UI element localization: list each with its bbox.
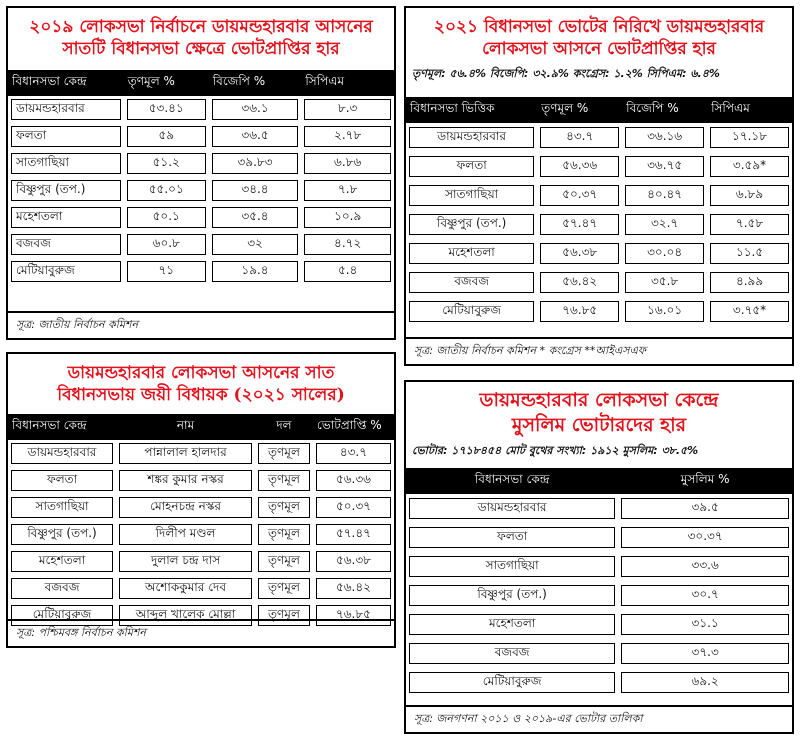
header-cell: বিধানসভা ভিত্তিক	[406, 97, 537, 123]
table-row	[406, 610, 792, 639]
table-2019-lok-sabha	[6, 6, 396, 340]
table-cell: ৫.৪	[304, 261, 391, 282]
table-cell: বিষ্ণুপুর (তপ.)	[11, 180, 121, 201]
table-row	[8, 177, 394, 204]
header-cell: ভোটপ্রাপ্তি %	[313, 414, 394, 440]
header-cell: বিধানসভা কেন্দ্র	[8, 70, 124, 96]
results-table	[406, 97, 792, 326]
table-cell: ১৯.৪	[212, 261, 299, 282]
table-cell: ৫৬.৩৬	[540, 156, 619, 177]
table-cell: ৩.৫৯*	[710, 156, 789, 177]
voter-summary: ভোটার: ১৭১৮৪৫৪ মোট বুথের সংখ্যা: ১৯১২ মুসলিম: ৩৮.৫%	[412, 444, 699, 458]
table-cell: ৩৬.১৬	[625, 127, 704, 148]
header-cell: মুসলিম %	[618, 468, 792, 494]
table-cell: ৪০.৪৭	[625, 185, 704, 206]
table-cell: তৃণমূল	[258, 524, 310, 545]
table-cell: ডায়মন্ডহারবার	[409, 498, 615, 519]
table-row	[406, 668, 792, 697]
table-cell: দিলীপ মণ্ডল	[119, 524, 252, 545]
table-row	[8, 548, 394, 575]
table-cell: তৃণমূল	[258, 443, 310, 464]
table-row	[8, 467, 394, 494]
table-cell: ২.৭৮	[304, 126, 391, 147]
table-winning-mlas	[6, 352, 396, 648]
table-cell: ৩০.৩৭	[621, 527, 789, 548]
table-2021-assembly	[404, 6, 794, 366]
table-cell: ৭.৫৮	[710, 214, 789, 235]
header-cell: নাম	[116, 414, 255, 440]
table-cell: ৩০.০৪	[625, 243, 704, 264]
table-cell: সাতগাছিয়া	[11, 153, 121, 174]
results-table	[406, 468, 792, 697]
table-row	[406, 181, 792, 210]
header-row	[406, 97, 792, 123]
table-cell: ৩২.৭	[625, 214, 704, 235]
table-row	[406, 123, 792, 152]
table-row	[8, 521, 394, 548]
vote-share-summary: তৃণমূল: ৫৬.৪% বিজেপি: ৩২.৯% কংগ্রেস: ১.২% সিপিএম: ৬.৪%	[412, 67, 720, 81]
table-cell: সাতগাছিয়া	[409, 556, 615, 577]
table-cell: তৃণমূল	[258, 605, 310, 626]
table-cell: মহেশতলা	[409, 243, 534, 264]
table-row	[8, 150, 394, 177]
source-note: সূত্র: জাতীয় নির্বাচন কমিশন * কংগ্রেস **আইএসএফ	[406, 337, 792, 364]
table-cell: ৬৯.২	[621, 672, 789, 693]
table-row	[8, 96, 394, 123]
table-cell: ৫০.৩৭	[316, 497, 391, 518]
table-cell: ডায়মন্ডহারবার	[11, 443, 113, 464]
table-cell: ৬.৮৬	[304, 153, 391, 174]
table-title: ২০২১ বিধানসভা ভোটের নিরিখে ডায়মন্ডহারবার লোকসভা আসনে ভোটপ্রাপ্তির হার	[433, 17, 765, 60]
header-cell: তৃণমূল %	[124, 70, 209, 96]
table-title: ২০১৯ লোকসভা নির্বাচনে ডায়মন্ডহারবার আসনের সাতটি বিধানসভা ক্ষেত্রে ভোটপ্রাপ্তির হার	[29, 17, 373, 60]
table-row	[406, 552, 792, 581]
table-cell: ৫৭.৪৭	[540, 214, 619, 235]
table-cell: মোহনচন্দ্র নস্কর	[119, 497, 252, 518]
table-row	[406, 581, 792, 610]
table-cell: সাতগাছিয়া	[11, 497, 113, 518]
table-cell: ৫৫.০১	[127, 180, 206, 201]
header-cell: সিপিএম	[707, 97, 792, 123]
table-cell: ৪.৭২	[304, 234, 391, 255]
table-cell: ৪৩.৭	[540, 127, 619, 148]
table-cell: মহেশতলা	[11, 551, 113, 572]
table-cell: মেটিয়াবুরুজ	[11, 605, 113, 626]
table-row	[8, 123, 394, 150]
table-cell: বিষ্ণুপুর (তপ.)	[409, 214, 534, 235]
table-row	[8, 204, 394, 231]
table-cell: ৩২	[212, 234, 299, 255]
table-cell: ৩৫.৪	[212, 207, 299, 228]
table-cell: ৩৯.৮৩	[212, 153, 299, 174]
table-cell: ৫৬.৪২	[540, 272, 619, 293]
header-row	[406, 468, 792, 494]
table-cell: ৫৬.৩৮	[316, 551, 391, 572]
source-note: সূত্র: পশ্চিমবঙ্গ নির্বাচন কমিশন	[8, 619, 394, 646]
table-row	[8, 440, 394, 467]
table-cell: ৫০.৩৭	[540, 185, 619, 206]
table-cell: মেটিয়াবুরুজ	[409, 301, 534, 322]
table-cell: বজবজ	[11, 578, 113, 599]
source-note: সূত্র: জাতীয় নির্বাচন কমিশন	[8, 311, 394, 338]
table-cell: ৩৪.৪	[212, 180, 299, 201]
table-cell: ৮.৩	[304, 99, 391, 120]
table-muslim-voters	[404, 380, 794, 734]
table-cell: বজবজ	[11, 234, 121, 255]
table-row	[406, 239, 792, 268]
header-cell: সিপিএম	[301, 70, 394, 96]
table-row	[406, 210, 792, 239]
table-cell: শঙ্কর কুমার নস্কর	[119, 470, 252, 491]
table-cell: ৩৫.৮	[625, 272, 704, 293]
header-cell: তৃণমূল %	[537, 97, 622, 123]
table-cell: ১০.৯	[304, 207, 391, 228]
table-cell: ফলতা	[11, 470, 113, 491]
header-row	[8, 414, 394, 440]
table-cell: ৭১	[127, 261, 206, 282]
header-row	[8, 70, 394, 96]
table-row	[8, 231, 394, 258]
table-cell: ৫৯	[127, 126, 206, 147]
table-cell: ডায়মন্ডহারবার	[11, 99, 121, 120]
table-row	[406, 523, 792, 552]
table-cell: বিষ্ণুপুর (তপ.)	[11, 524, 113, 545]
table-cell: তৃণমূল	[258, 470, 310, 491]
table-cell: ৫১.২	[127, 153, 206, 174]
table-cell: ৭.৮	[304, 180, 391, 201]
table-cell: ৬.৮৯	[710, 185, 789, 206]
header-cell: বিধানসভা কেন্দ্র	[406, 468, 618, 494]
table-cell: ১১.৫	[710, 243, 789, 264]
table-cell: দুলাল চন্দ্র দাস	[119, 551, 252, 572]
table-cell: ৬০.৮	[127, 234, 206, 255]
table-cell: মহেশতলা	[11, 207, 121, 228]
table-cell: বিষ্ণুপুর (তপ.)	[409, 585, 615, 606]
table-cell: ৫৬.৩৬	[316, 470, 391, 491]
table-cell: পান্নালাল হালদার	[119, 443, 252, 464]
table-row	[406, 297, 792, 326]
table-cell: বজবজ	[409, 643, 615, 664]
results-table	[8, 70, 394, 285]
table-title: ডায়মন্ডহারবার লোকসভা কেন্দ্রে মুসলিম ভোটারদের হার	[479, 389, 719, 436]
table-cell: ৫৭.৪৭	[316, 524, 391, 545]
table-cell: ফলতা	[409, 156, 534, 177]
table-cell: ৭৬.৮৫	[540, 301, 619, 322]
table-cell: ৩৬.৭৫	[625, 156, 704, 177]
table-row	[406, 494, 792, 523]
table-title: ডায়মন্ডহারবার লোকসভা আসনের সাত বিধানসভায় জয়ী বিধায়ক (২০২১ সালের)	[57, 363, 345, 406]
table-cell: ৪৩.৭	[316, 443, 391, 464]
table-cell: তৃণমূল	[258, 578, 310, 599]
header-cell: দল	[255, 414, 313, 440]
table-row	[406, 152, 792, 181]
table-cell: ডায়মন্ডহারবার	[409, 127, 534, 148]
table-row	[8, 494, 394, 521]
table-cell: ৫০.১	[127, 207, 206, 228]
table-cell: ১৭.১৮	[710, 127, 789, 148]
table-cell: ৫৩.৪১	[127, 99, 206, 120]
table-row	[8, 258, 394, 285]
table-cell: অশোককুমার দেব	[119, 578, 252, 599]
table-cell: আব্দুল খালেক মোল্লা	[119, 605, 252, 626]
table-cell: ৩৬.১	[212, 99, 299, 120]
header-cell: বিধানসভা কেন্দ্র	[8, 414, 116, 440]
table-cell: ৫৬.৪২	[316, 578, 391, 599]
table-cell: তৃণমূল	[258, 497, 310, 518]
table-row	[406, 639, 792, 668]
source-note: সূত্র: জনগণনা ২০১১ ও ২০১৯-এর ভোটার তালিকা	[406, 705, 792, 732]
table-row	[406, 268, 792, 297]
table-cell: ৭৬.৮৫	[316, 605, 391, 626]
table-cell: ৩১.১	[621, 614, 789, 635]
header-cell: বিজেপি %	[622, 97, 707, 123]
table-cell: ১৬.০১	[625, 301, 704, 322]
table-cell: ৩৯.৫	[621, 498, 789, 519]
table-cell: ৩০.৭	[621, 585, 789, 606]
table-cell: সাতগাছিয়া	[409, 185, 534, 206]
table-cell: ৩৩.৬	[621, 556, 789, 577]
table-cell: ৩৬.৫	[212, 126, 299, 147]
table-cell: ৩.৭৫*	[710, 301, 789, 322]
results-table	[8, 414, 394, 629]
table-cell: তৃণমূল	[258, 551, 310, 572]
table-cell: বজবজ	[409, 272, 534, 293]
table-row	[8, 575, 394, 602]
table-cell: ফলতা	[11, 126, 121, 147]
table-cell: ফলতা	[409, 527, 615, 548]
table-cell: মেটিয়াবুরুজ	[409, 672, 615, 693]
header-cell: বিজেপি %	[209, 70, 302, 96]
table-cell: মেটিয়াবুরুজ	[11, 261, 121, 282]
table-cell: ৪.৯৯	[710, 272, 789, 293]
table-cell: ৩৭.৩	[621, 643, 789, 664]
table-cell: ৫৬.৩৮	[540, 243, 619, 264]
table-cell: মহেশতলা	[409, 614, 615, 635]
